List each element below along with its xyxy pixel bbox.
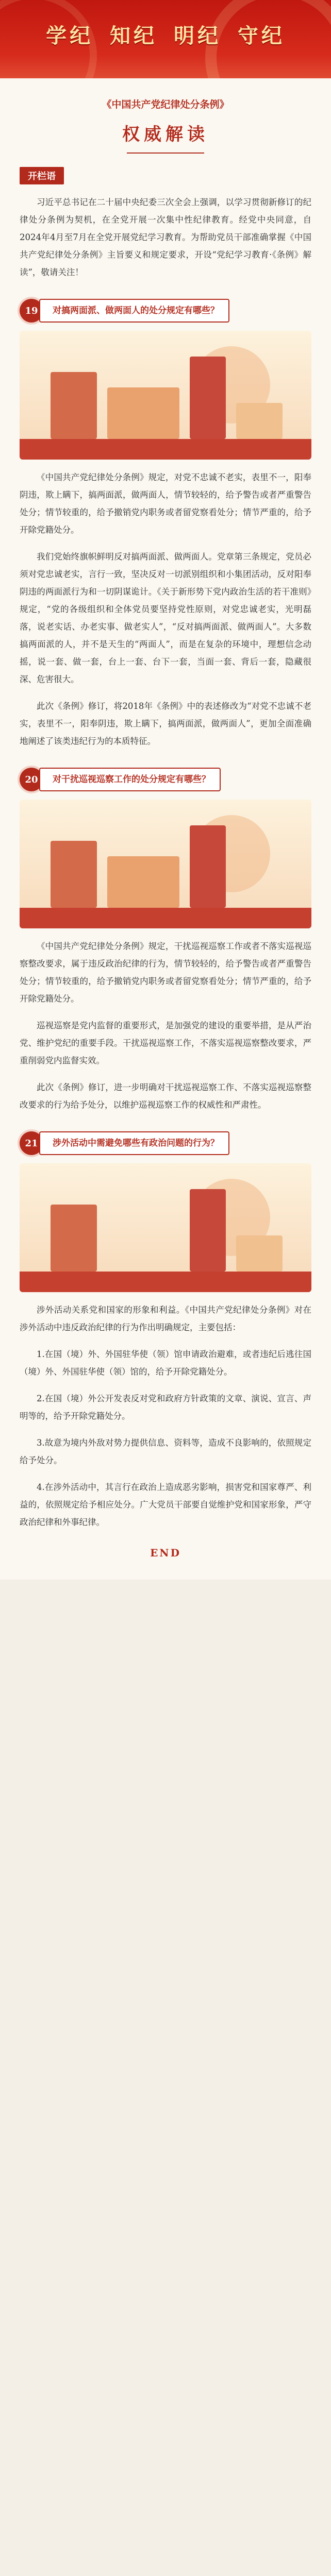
body-paragraph: 我们党始终旗帜鲜明反对搞两面派、做两面人。党章第三条规定，党员必须对党忠诚老实，言行一致，坚决反对一切派别组织和小集团活动，反对阳奉阴违的两面派行为和一切阴谋诡计。《关于新形势下党内政治生活的若干准则》规定，“党的各级组织和全体党员要坚持党性原则，对党忠诚老实，光明磊落，说老实话、办老实事、做老实人”，“反对搞两面派、做两面人”。大多数搞两面派的人，并不是天生的“两面人”，而是在复杂的环境中，理想信念动摇，说一套、做一套，台上一套、台下一套，当面一套、背后一套，隐藏很深、危害很大。	[20, 552, 311, 684]
illustration-image	[20, 1163, 311, 1292]
article-title: 权威解读	[122, 124, 209, 145]
question-title: 对搞两面派、做两面人的处分规定有哪些？	[39, 299, 229, 323]
body-paragraph: 《中国共产党纪律处分条例》规定，对党不忠诚不老实，表里不一，阳奉阴违，欺上瞒下，搞两面派，做两面人，情节较轻的，给予警告或者严重警告处分；情节较重的，给予撤销党内职务或者留党察看处分；情节严重的，给予开除党籍处分。	[20, 472, 311, 535]
illustration-shape	[20, 908, 311, 928]
end-text: END	[150, 1547, 181, 1559]
article-subtitle: 《中国共产党纪律处分条例》	[102, 99, 229, 110]
question-title: 对干扰巡视巡察工作的处分规定有哪些？	[39, 768, 221, 791]
title-block	[20, 90, 311, 154]
question-header	[20, 768, 311, 791]
question-header	[20, 299, 311, 323]
slogan-word: 学纪	[46, 24, 94, 48]
body-paragraph: 此次《条例》修订，将2018年《条例》中的表述修改为“对党不忠诚不老实，表里不一，阳奉阴违，欺上瞒下，搞两面派，做两面人”，更加全面准确地阐述了该类违纪行为的本质特征。	[20, 701, 311, 746]
body-paragraph: 《中国共产党纪律处分条例》规定，干扰巡视巡察工作或者不落实巡视巡察整改要求，属于违反政治纪律的行为，情节较轻的，给予警告或者严重警告处分；情节较重的，给予撤销党内职务或者留党察看处分；情节严重的，给予开除党籍处分。	[20, 941, 311, 1004]
illustration-shape	[51, 841, 97, 908]
intro-paragraph: 习近平总书记在二十届中央纪委三次全会上强调，以学习贯彻新修订的纪律处分条例为契机，在全党开展一次集中性纪律教育。经党中央同意，自2024年4月至7月在全党开展党纪学习教育。为帮助党员干部准确掌握《中国共产党纪律处分条例》主旨要义和规定要求，开设“党纪学习教育·《条例》解读”，敬请关注！	[20, 197, 311, 277]
slogan-word: 知纪	[110, 24, 158, 48]
illustration-shape	[20, 1272, 311, 1292]
illustration-image	[20, 331, 311, 460]
illustration-shape	[51, 372, 97, 439]
body-paragraph: 巡视巡察是党内监督的重要形式，是加强党的建设的重要举措，是从严治党、维护党纪的重要手段。干扰巡视巡察工作，不落实巡视巡察整改要求，严重削弱党内监督实效。	[20, 1021, 311, 1065]
slogan-word: 守纪	[237, 24, 285, 48]
illustration-shape	[107, 387, 179, 439]
question-number: 19	[20, 299, 43, 323]
question-header	[20, 1131, 311, 1155]
title-divider	[127, 152, 204, 154]
illustration-shape	[236, 403, 283, 439]
illustration-shape	[190, 357, 226, 439]
illustration-shape	[20, 439, 311, 460]
illustration-shape	[190, 825, 226, 908]
body-paragraph: 2.在国（境）外公开发表反对党和政府方针政策的文章、演说、宣言、声明等的，给予开除党籍处分。	[20, 1394, 311, 1421]
question-number: 21	[20, 1131, 43, 1155]
slogan-word: 明纪	[173, 24, 221, 48]
banner-slogan	[0, 20, 331, 49]
body-paragraph: 此次《条例》修订，进一步明确对干扰巡视巡察工作、不落实巡视巡察整改要求的行为给予处分，以维护巡视巡察工作的权威性和严肃性。	[20, 1082, 311, 1110]
illustration-shape	[236, 1235, 283, 1272]
body-paragraph: 3.故意为境内外敌对势力提供信息、资料等，造成不良影响的，依照规定给予处分。	[20, 1438, 311, 1465]
illustration-image	[20, 800, 311, 928]
illustration-shape	[190, 1189, 226, 1272]
end-marker	[20, 1547, 311, 1564]
body-paragraph: 4.在涉外活动中，其言行在政治上造成恶劣影响，损害党和国家尊严、利益的，依照规定给予相应处分。广大党员干部要自觉维护党和国家形象，严守政治纪律和外事纪律。	[20, 1482, 311, 1527]
question-number: 20	[20, 768, 43, 791]
illustration-shape	[107, 856, 179, 908]
body-paragraph: 1.在国（境）外、外国驻华使（领）馆申请政治避难，或者违纪后逃往国（境）外、外国驻华使（领）馆的，给予开除党籍处分。	[20, 1349, 311, 1377]
illustration-shape	[51, 1205, 97, 1272]
section-tag: 开栏语	[20, 167, 64, 184]
article-body	[0, 78, 331, 1580]
question-title: 涉外活动中需避免哪些有政治问题的行为？	[39, 1131, 229, 1155]
body-paragraph: 涉外活动关系党和国家的形象和利益。《中国共产党纪律处分条例》对在涉外活动中违反政治纪律的行为作出明确规定，主要包括：	[20, 1305, 311, 1332]
header-banner	[0, 0, 331, 78]
